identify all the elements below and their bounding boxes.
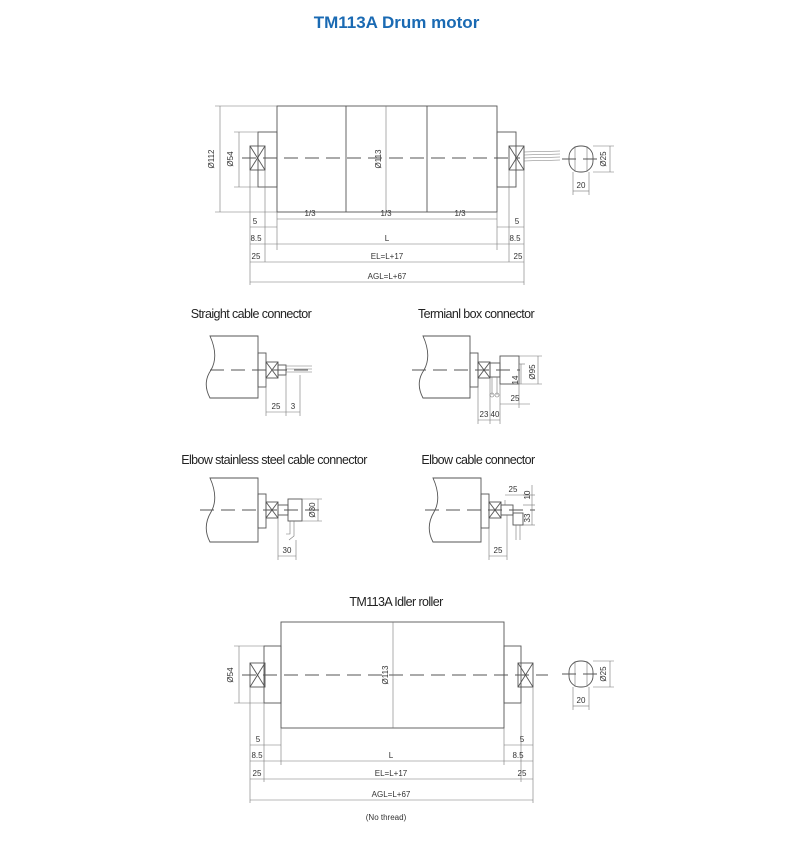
idler-dim-5-left: 5 [255,735,261,744]
dim-d25: Ø25 [599,151,608,167]
dim-third-3: 1/3 [454,209,466,218]
left-shaft-housing [258,132,277,187]
dim-third-1: 1/3 [304,209,316,218]
dim-elbow-steel-30: 30 [282,546,292,555]
dim-8-5-right: 8.5 [509,234,521,243]
idler-dim-d54: Ø54 [226,667,235,683]
drum-motor-drawing [207,106,614,285]
idler-dim-d25: Ø25 [599,666,608,682]
idler-dim-AGL: AGL=L+67 [371,790,411,799]
dim-EL: EL=L+17 [370,252,404,261]
straight-connector-drawing [206,336,312,416]
idler-note-no-thread: (No thread) [365,813,407,822]
idler-dim-EL: EL=L+17 [374,769,408,778]
dim-third-2: 1/3 [380,209,392,218]
caption-terminal-box-connector: Termianl box connector [417,307,535,321]
dim-terminal-23: 23 [479,410,489,419]
dim-terminal-14: 14 [511,375,520,385]
dim-straight-3: 3 [290,402,296,411]
dim-d112: Ø112 [207,149,216,169]
dim-25-left: 25 [251,252,261,261]
caption-elbow-cable-connector: Elbow cable connector [421,453,535,467]
idler-roller-drawing [226,622,614,822]
dim-25-right: 25 [513,252,523,261]
idler-dim-5-right: 5 [519,735,525,744]
right-shaft-housing [497,132,516,187]
dim-terminal-d95: Ø95 [528,364,537,380]
dim-terminal-40: 40 [490,410,500,419]
drum-body [277,106,497,212]
dim-5-left: 5 [252,217,258,226]
dim-elbow-33: 33 [523,513,532,523]
idler-dim-25-left: 25 [252,769,262,778]
dim-elbow-steel-d30: Ø30 [308,502,317,518]
caption-straight-cable-connector: Straight cable connector [190,307,312,321]
dim-d113: Ø113 [374,149,383,169]
idler-dim-20: 20 [576,696,586,705]
dim-AGL: AGL=L+67 [367,272,407,281]
dim-L: L [384,234,390,243]
page-title: TM113A Drum motor [313,13,480,32]
idler-dim-d113: Ø113 [381,665,390,685]
idler-dim-8-5-right: 8.5 [512,751,524,760]
terminal-box-connector-drawing [412,336,542,424]
dim-5-right: 5 [514,217,520,226]
cable [524,151,560,161]
dim-d54: Ø54 [226,151,235,167]
dim-terminal-25: 25 [510,394,520,403]
dim-straight-25: 25 [271,402,281,411]
shaft-end-detail [562,146,614,195]
dim-elbow-10: 10 [523,490,532,500]
idler-dim-L: L [388,751,394,760]
elbow-cable-connector-drawing [425,478,535,560]
dim-8-5-left: 8.5 [250,234,262,243]
elbow-stainless-connector-drawing [200,478,322,560]
dim-elbow-25-bottom: 25 [493,546,503,555]
dim-elbow-25-top: 25 [508,485,518,494]
caption-idler-roller: TM113A Idler roller [349,595,443,609]
idler-dim-8-5-left: 8.5 [251,751,263,760]
idler-shaft-end-detail [562,661,614,710]
idler-dim-25-right: 25 [517,769,527,778]
caption-elbow-stainless-connector: Elbow stainless steel cable connector [181,453,367,467]
dim-20: 20 [576,181,586,190]
